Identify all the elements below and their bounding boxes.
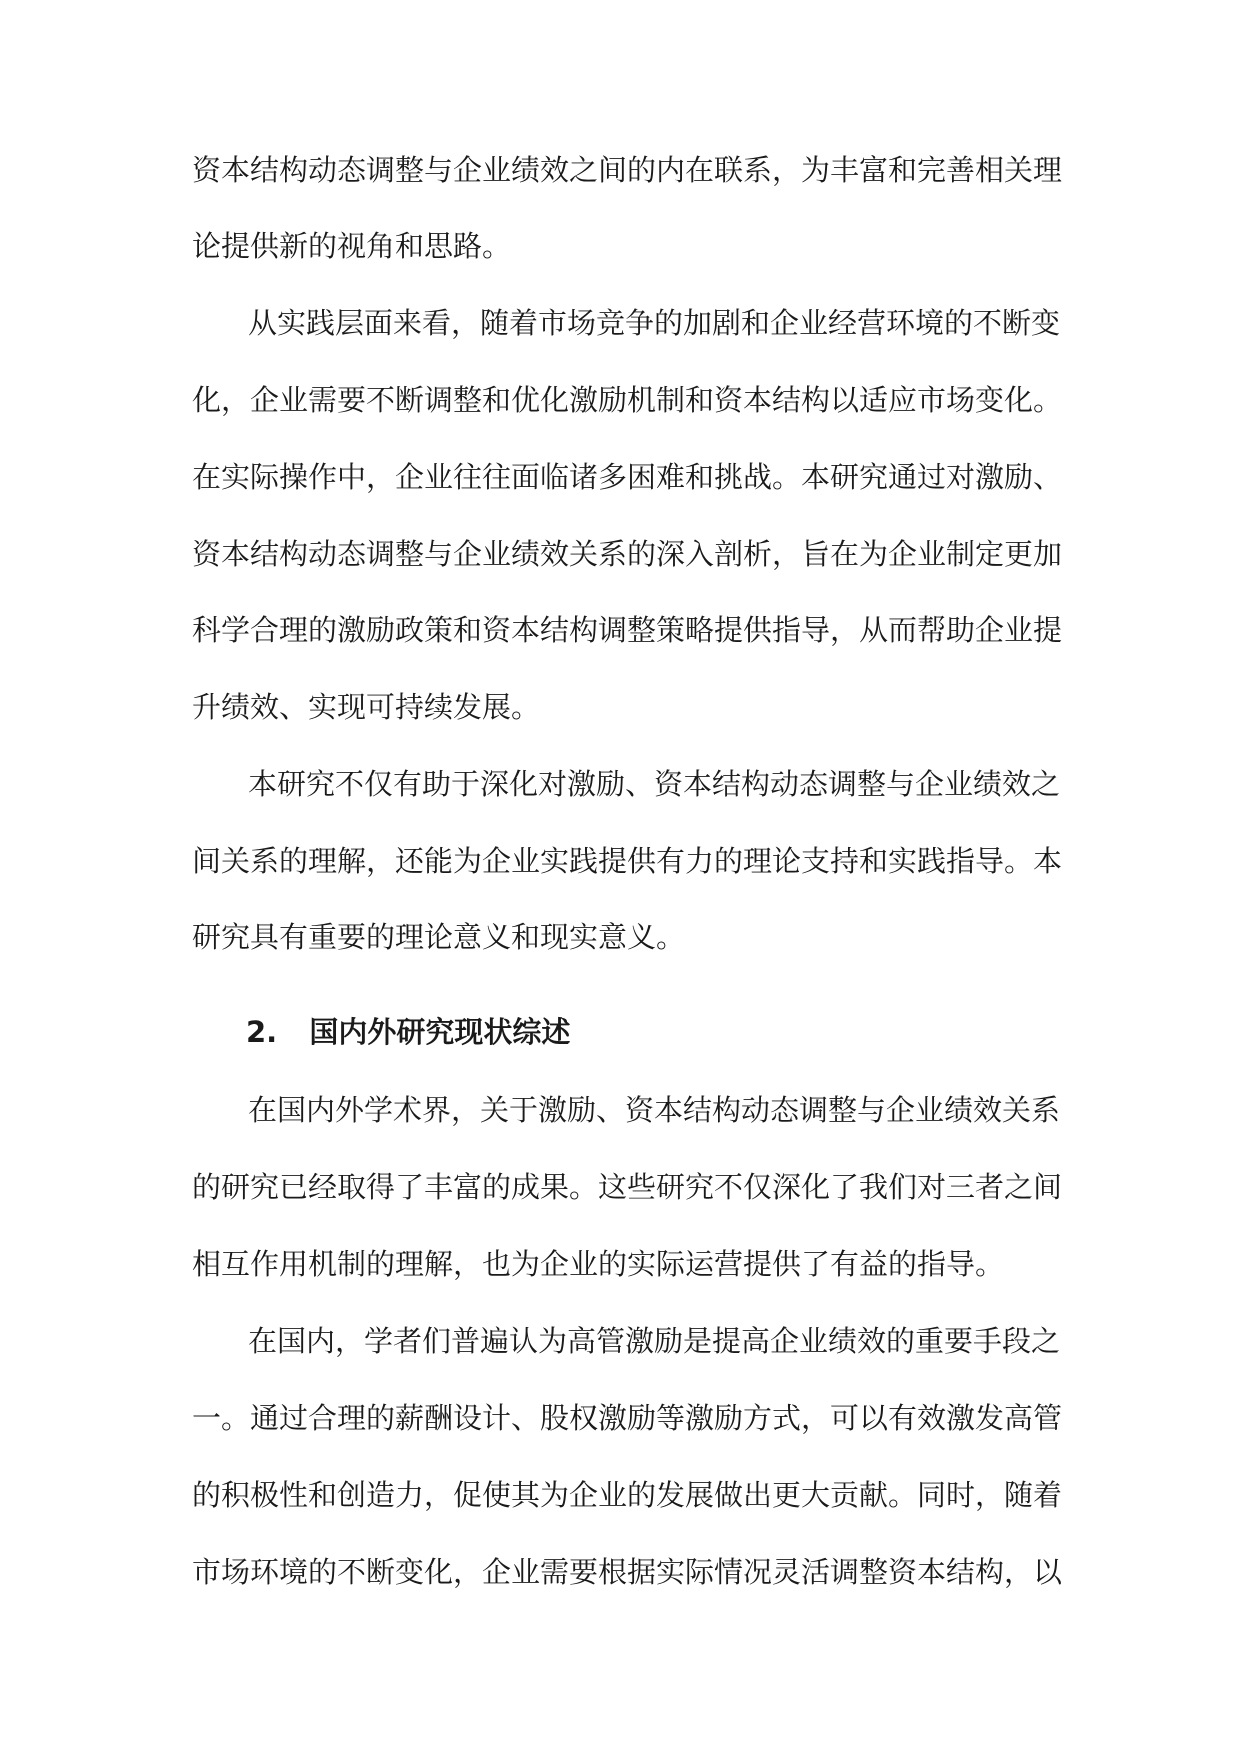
body-text-line: 资本结构动态调整与企业绩效之间的内在联系，为丰富和完善相关理	[192, 153, 1063, 187]
body-text-line: 本研究不仅有助于深化对激励、资本结构动态调整与企业绩效之	[248, 767, 1061, 801]
body-text-line: 在国内外学术界，关于激励、资本结构动态调整与企业绩效关系	[248, 1093, 1061, 1127]
body-text-line: 市场环境的不断变化，企业需要根据实际情况灵活调整资本结构，以	[192, 1555, 1063, 1589]
body-text-line: 资本结构动态调整与企业绩效关系的深入剖析，旨在为企业制定更加	[192, 537, 1063, 571]
body-text-line: 在实际操作中，企业往往面临诸多困难和挑战。本研究通过对激励、	[192, 460, 1063, 494]
body-text-line: 一。通过合理的薪酬设计、股权激励等激励方式，可以有效激发高管	[192, 1401, 1063, 1435]
section-title: 国内外研究现状综述	[309, 1015, 571, 1049]
body-text-line: 论提供新的视角和思路。	[192, 229, 512, 263]
body-text-line: 相互作用机制的理解，也为企业的实际运营提供了有益的指导。	[192, 1247, 1005, 1281]
body-text-line: 升绩效、实现可持续发展。	[192, 690, 541, 724]
body-text-line: 的积极性和创造力，促使其为企业的发展做出更大贡献。同时，随着	[192, 1478, 1063, 1512]
body-text-line: 研究具有重要的理论意义和现实意义。	[192, 920, 686, 954]
section-number: 2.	[246, 1015, 278, 1049]
body-text-line: 的研究已经取得了丰富的成果。这些研究不仅深化了我们对三者之间	[192, 1170, 1063, 1204]
body-text-line: 科学合理的激励政策和资本结构调整策略提供指导，从而帮助企业提	[192, 613, 1063, 647]
body-text-line: 间关系的理解，还能为企业实践提供有力的理论支持和实践指导。本	[192, 844, 1063, 878]
body-text-line: 化，企业需要不断调整和优化激励机制和资本结构以适应市场变化。	[192, 383, 1063, 417]
body-text-line: 从实践层面来看，随着市场竞争的加剧和企业经营环境的不断变	[248, 306, 1061, 340]
body-text-line: 在国内，学者们普遍认为高管激励是提高企业绩效的重要手段之	[248, 1324, 1061, 1358]
section-heading	[246, 1012, 570, 1052]
